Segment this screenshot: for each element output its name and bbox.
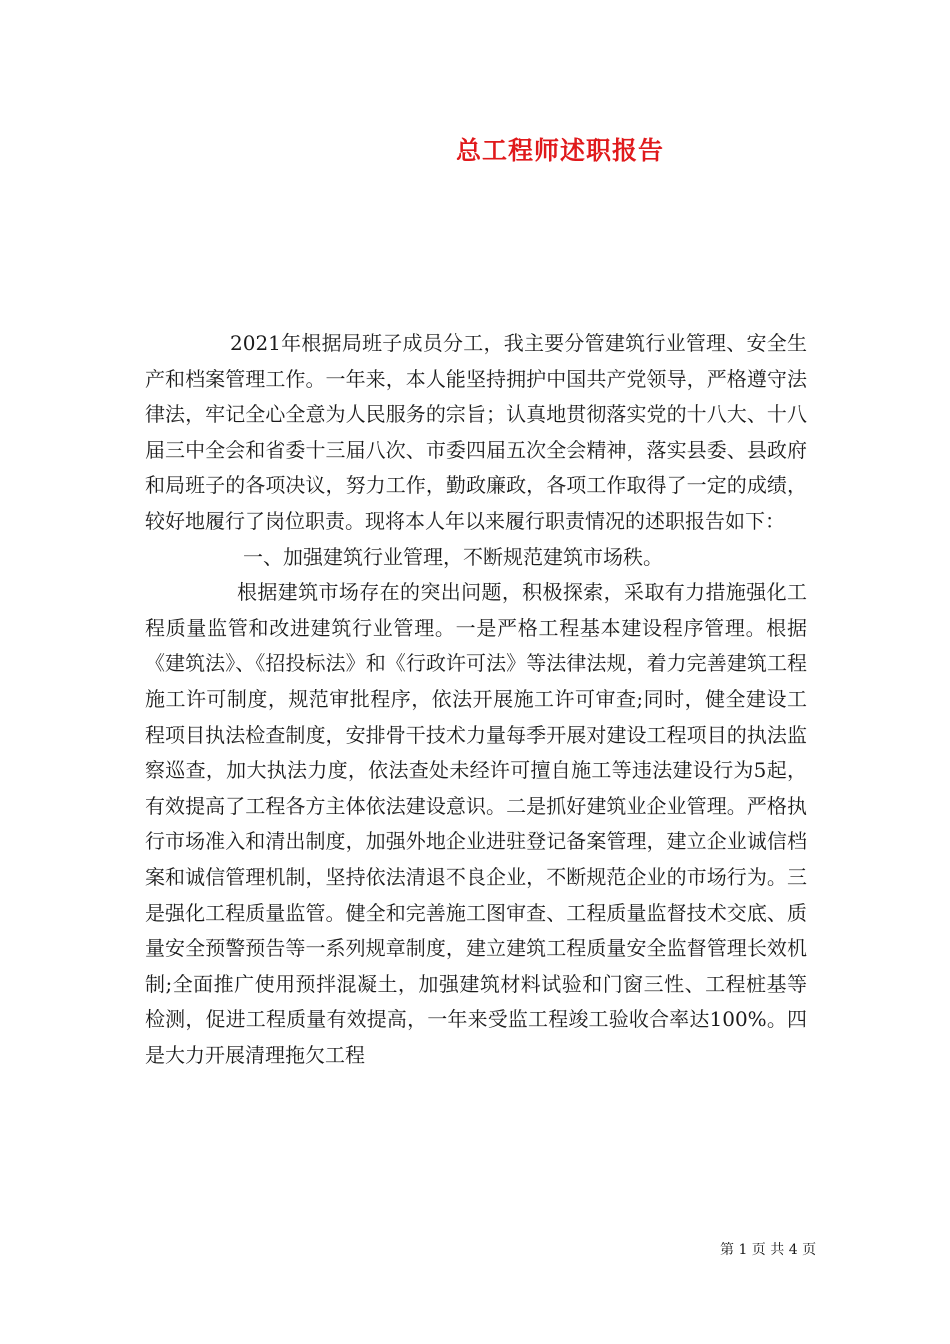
document-title: 总工程师述职报告 (455, 136, 664, 165)
document-body (145, 326, 807, 1073)
paragraph-intro: 2021年根据局班子成员分工，我主要分管建筑行业管理、安全生产和档案管理工作。一年来，本人能坚持拥护中国共产党领导，严格遵守法律法，牢记全心全意为人民服务的宗旨；认真地贯彻落实党的十八大、十八届三中全会和省委十三届八次、市委四届五次全会精神，落实县委、县政府和局班子的各项决议，努力工作，勤政廉政，各项工作取得了一定的成绩，较好地履行了岗位职责。现将本人年以来履行职责情况的述职报告如下： (145, 331, 807, 533)
section-heading-1: 一、加强建筑行业管理，不断规范建筑市场秩。 (243, 544, 663, 569)
page-footer: 第 1 页 共 4 页 (720, 1242, 817, 1258)
paragraph-section-1: 根据建筑市场存在的突出问题，积极探索，采取有力措施强化工程质量监管和改进建筑行业管理。一是严格工程基本建设程序管理。根据《建筑法》、《招投标法》和《行政许可法》等法律法规，着力完善建筑工程施工许可制度，规范审批程序，依法开展施工许可审查;同时，健全建设工程项目执法检查制度，安排骨干技术力量每季开展对建设工程项目的执法监察巡查，加大执法力度，依法查处未经许可擅自施工等违法建设行为5起，有效提高了工程各方主体依法建设意识。二是抓好建筑业企业管理。严格执行市场准入和清出制度，加强外地企业进驻登记备案管理，建立企业诚信档案和诚信管理机制，坚持依法清退不良企业，不断规范企业的市场行为。三是强化工程质量监管。健全和完善施工图审查、工程质量监督技术交底、质量安全预警预告等一系列规章制度，建立建筑工程质量安全监督管理长效机制;全面推广使用预拌混凝土，加强建筑材料试验和门窗三性、工程桩基等检测，促进工程质量有效提高，一年来受监工程竣工验收合率达100%。四是大力开展清理拖欠工程 (145, 580, 807, 1067)
